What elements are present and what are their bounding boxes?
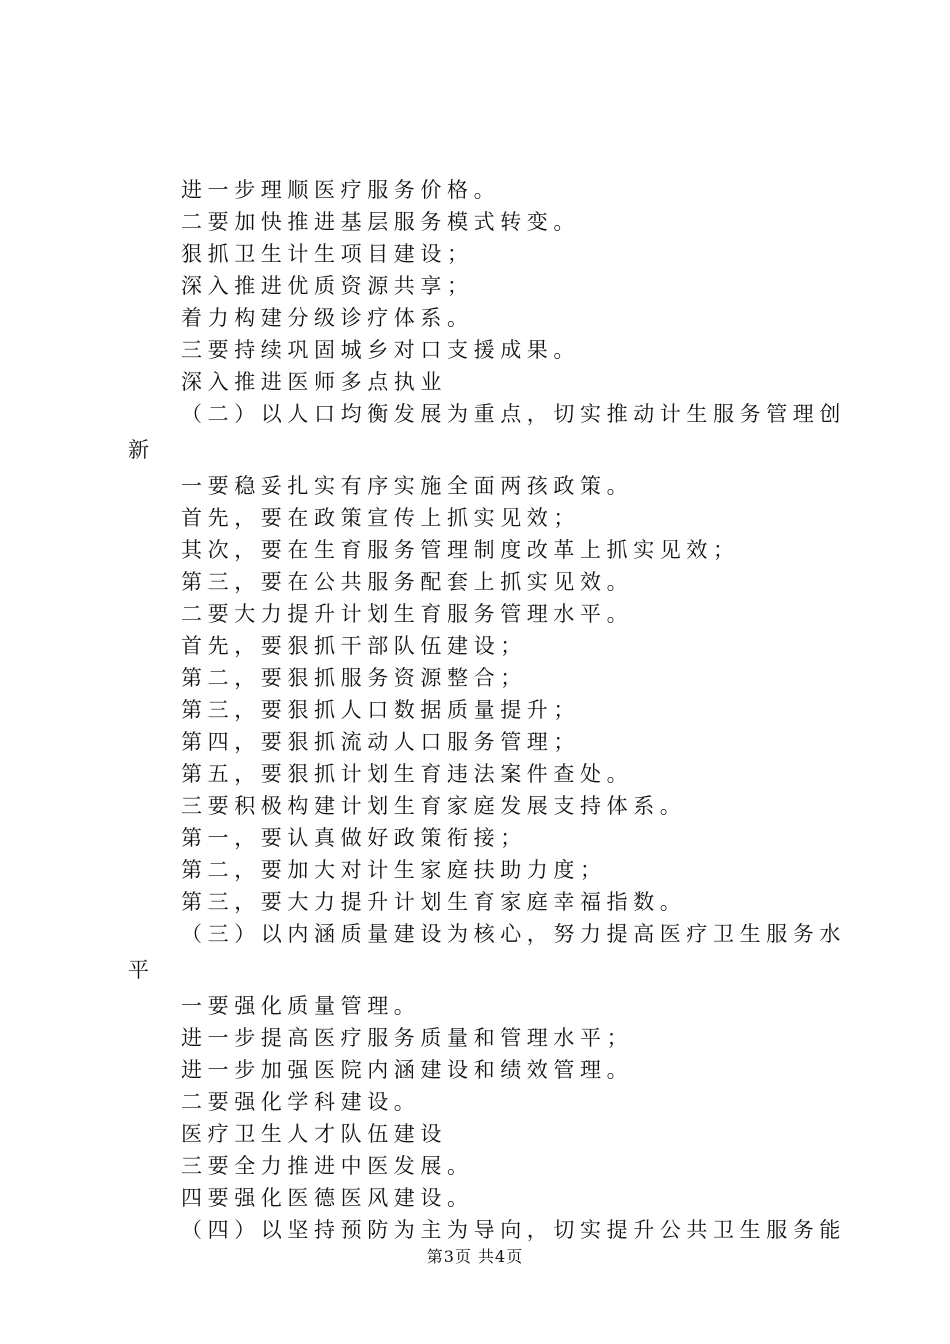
text-line: 首先，要狠抓干部队伍建设； — [181, 634, 527, 658]
text-line: 第二，要狠抓服务资源整合； — [181, 666, 527, 690]
section-heading: （四）以坚持预防为主为导向，切实提升公共卫生服务能 — [181, 1218, 846, 1242]
text-line: 三要持续巩固城乡对口支援成果。 — [181, 338, 580, 362]
text-line: 着力构建分级诊疗体系。 — [181, 306, 474, 330]
text-line: 深入推进医师多点执业 — [181, 370, 447, 394]
text-line: 进一步加强医院内涵建设和绩效管理。 — [181, 1058, 634, 1082]
text-line: 第二，要加大对计生家庭扶助力度； — [181, 858, 607, 882]
text-line: 二要加快推进基层服务模式转变。 — [181, 210, 580, 234]
text-line: 三要全力推进中医发展。 — [181, 1154, 474, 1178]
page-footer: 第3页 共4页 — [426, 1247, 524, 1266]
text-line: 首先，要在政策宣传上抓实见效； — [181, 506, 580, 530]
text-line: 第一，要认真做好政策衔接； — [181, 826, 527, 850]
section-heading: （三）以内涵质量建设为核心，努力提高医疗卫生服务水 — [181, 922, 846, 946]
text-line: 其次，要在生育服务管理制度改革上抓实见效； — [181, 538, 740, 562]
text-line: 深入推进优质资源共享； — [181, 274, 474, 298]
text-line: 狠抓卫生计生项目建设； — [181, 242, 474, 266]
text-line: 进一步提高医疗服务质量和管理水平； — [181, 1026, 634, 1050]
text-line: 第五，要狠抓计划生育违法案件查处。 — [181, 762, 634, 786]
text-line: 进一步理顺医疗服务价格。 — [181, 178, 501, 202]
text-line: 一要强化质量管理。 — [181, 994, 421, 1018]
document-body — [128, 174, 846, 1246]
text-line: 医疗卫生人才队伍建设 — [181, 1122, 447, 1146]
text-line: 第三，要大力提升计划生育家庭幸福指数。 — [181, 890, 687, 914]
section-heading: （二）以人口均衡发展为重点，切实推动计生服务管理创 — [181, 402, 846, 426]
text-line: 一要稳妥扎实有序实施全面两孩政策。 — [181, 474, 634, 498]
text-line: 四要强化医德医风建设。 — [181, 1186, 474, 1210]
text-line: 二要大力提升计划生育服务管理水平。 — [181, 602, 634, 626]
text-line: 三要积极构建计划生育家庭发展支持体系。 — [181, 794, 687, 818]
text-line: 第三，要在公共服务配套上抓实见效。 — [181, 570, 634, 594]
text-line: 第四，要狠抓流动人口服务管理； — [181, 730, 580, 754]
text-line: 第三，要狠抓人口数据质量提升； — [181, 698, 580, 722]
text-line: 二要强化学科建设。 — [181, 1090, 421, 1114]
section-heading-continuation: 平 — [128, 958, 155, 982]
section-heading-continuation: 新 — [128, 438, 155, 462]
